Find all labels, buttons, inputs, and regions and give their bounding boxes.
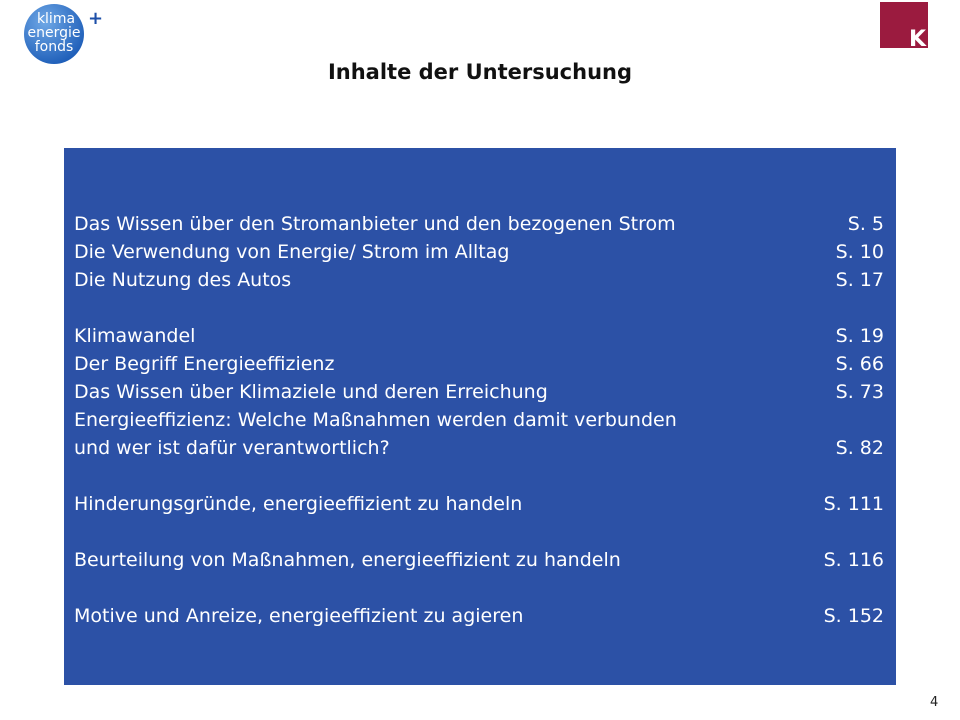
- toc-entry-title: Das Wissen über Klimaziele und deren Erreichung: [74, 381, 548, 403]
- toc-entry-title: Die Nutzung des Autos: [74, 269, 292, 291]
- toc-entry-title: Die Verwendung von Energie/ Strom im Alltag: [74, 241, 510, 263]
- toc-entry-page: S. 152: [823, 605, 884, 627]
- toc-entry-page: S. 82: [835, 437, 884, 459]
- toc-row: [74, 238, 884, 266]
- toc-entry-page: S. 10: [835, 241, 884, 263]
- logo-plus: +: [88, 8, 104, 29]
- toc-spacer: [74, 462, 884, 490]
- toc-entry-page: S. 17: [835, 269, 884, 291]
- toc-list: [74, 210, 884, 630]
- toc-entry-title: Motive und Anreize, energieeffizient zu agieren: [74, 605, 524, 627]
- toc-row: [74, 546, 884, 574]
- toc-entry-page: S. 73: [835, 381, 884, 403]
- toc-row: [74, 210, 884, 238]
- slide-page-number: 4: [930, 695, 939, 710]
- page-title: Inhalte der Untersuchung: [327, 60, 633, 84]
- toc-spacer: [74, 518, 884, 546]
- toc-spacer: [74, 294, 884, 322]
- logo-line-energie: energie: [27, 25, 81, 41]
- k-logo: [880, 2, 928, 48]
- toc-entry-title: Energieeffizienz: Welche Maßnahmen werden damit verbunden: [74, 409, 677, 431]
- toc-row: [74, 490, 884, 518]
- toc-row: [74, 602, 884, 630]
- toc-entry-page: S. 116: [823, 549, 884, 571]
- k-logo-letter: K: [908, 27, 926, 48]
- logo-line-fonds: fonds: [34, 39, 74, 55]
- toc-row: [74, 322, 884, 350]
- toc-entry-page: S. 19: [835, 325, 884, 347]
- toc-entry-page: S. 111: [823, 493, 884, 515]
- toc-spacer: [74, 574, 884, 602]
- toc-row: [74, 406, 884, 434]
- toc-entry-title: Hinderungsgründe, energieeffizient zu handeln: [74, 493, 523, 515]
- toc-entry-title: Der Begriff Energieeffizienz: [74, 353, 335, 375]
- klima-energie-fonds-logo: [18, 2, 108, 68]
- toc-entry-page: S. 5: [847, 213, 884, 235]
- logo-line-klima: klima: [36, 11, 76, 27]
- toc-entry-page: S. 66: [835, 353, 884, 375]
- toc-entry-title: Beurteilung von Maßnahmen, energieeffizient zu handeln: [74, 549, 621, 571]
- toc-row: [74, 266, 884, 294]
- toc-entry-title: Das Wissen über den Stromanbieter und den bezogenen Strom: [74, 213, 676, 235]
- toc-entry-title: Klimawandel: [74, 325, 196, 347]
- toc-row: [74, 350, 884, 378]
- toc-row: [74, 434, 884, 462]
- toc-panel: [64, 148, 896, 685]
- toc-entry-title: und wer ist dafür verantwortlich?: [74, 437, 390, 459]
- toc-row: [74, 378, 884, 406]
